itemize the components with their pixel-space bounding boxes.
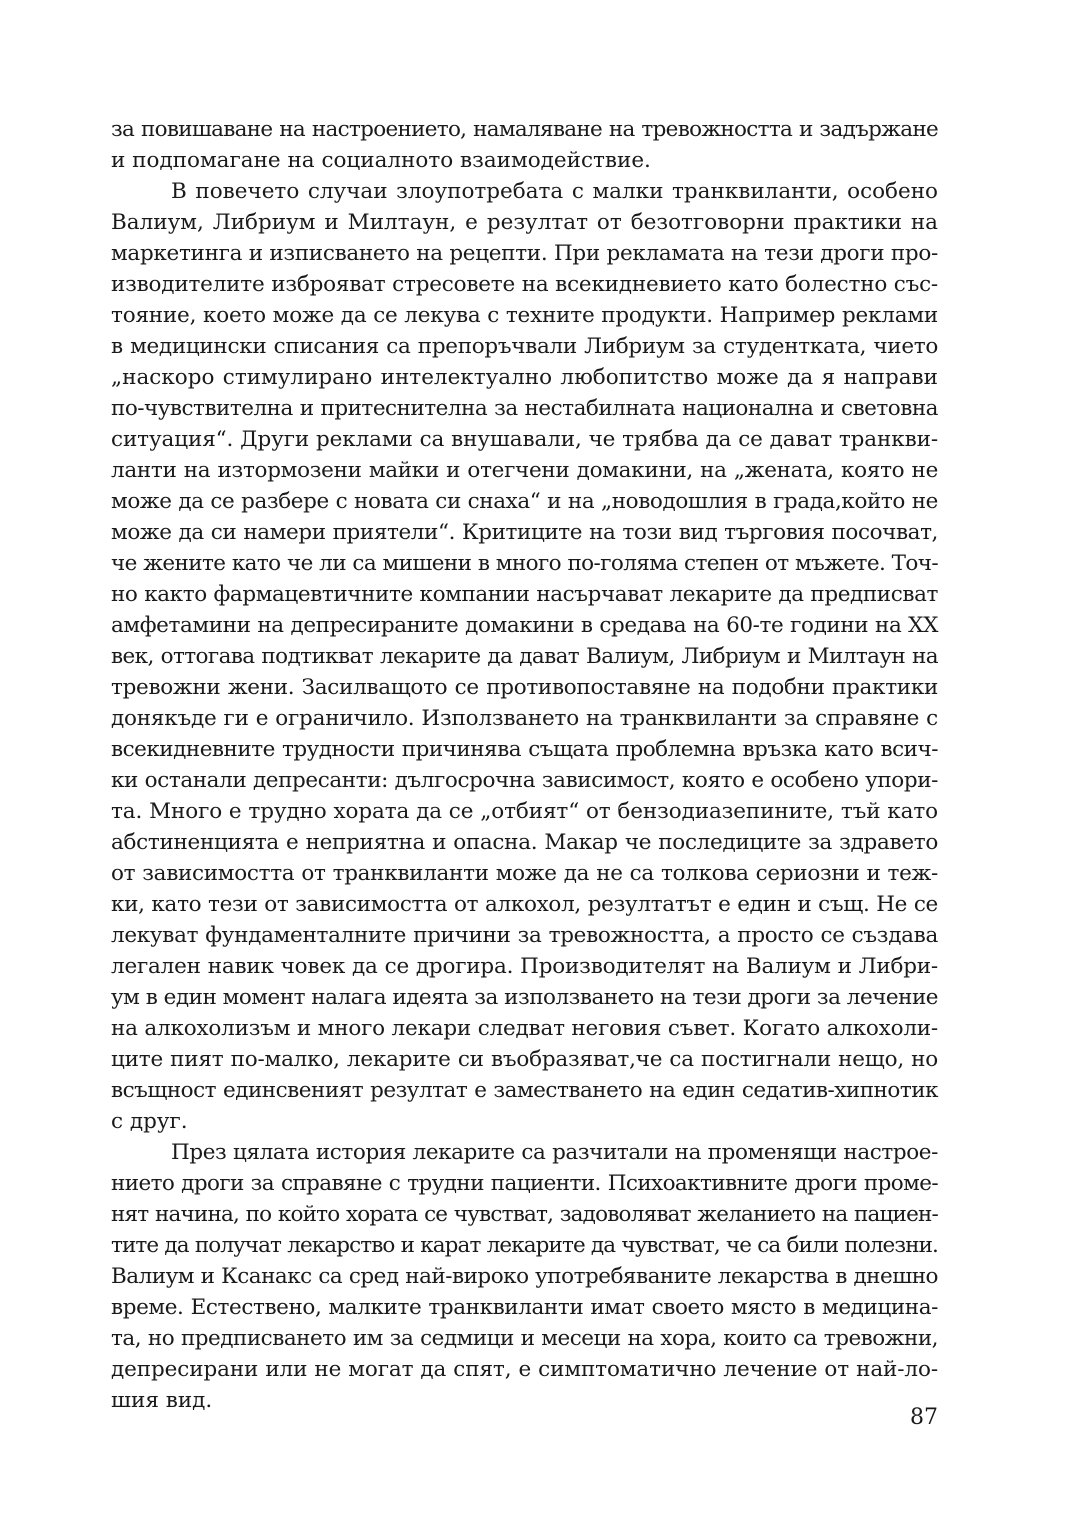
text-line: ланти на изтормозени майки и отегчени домакини, на „жената, която не bbox=[111, 458, 938, 483]
text-line: изводителите изброяват стресовете на всекидневието като болестно със- bbox=[111, 272, 938, 297]
text-line: нието дроги за справяне с трудни пациенти. Психоактивните дроги проме- bbox=[111, 1171, 938, 1196]
text-line: тите да получат лекарство и карат лекарите да чувстват, че са били полезни. bbox=[111, 1233, 938, 1258]
text-line: всъщност единсвеният резултат е заместването на един седатив-хипнотик bbox=[111, 1078, 938, 1103]
page-number: 87 bbox=[910, 1405, 938, 1430]
text-line: за повишаване на настроението, намаляване на тревожността и задържане bbox=[111, 117, 938, 142]
text-line: век, оттогава подтикват лекарите да дават Валиум, Либриум и Милтаун на bbox=[111, 644, 938, 669]
text-line: „наскоро стимулирано интелектуално любопитство може да я направи bbox=[111, 365, 938, 390]
text-line: лекуват фундаменталните причини за тревожността, а просто се създава bbox=[111, 923, 938, 948]
text-line: тревожни жени. Засилващото се противопоставяне на подобни практики bbox=[111, 675, 938, 700]
text-line: Валиум, Либриум и Милтаун, е резултат от безотговорни практики на bbox=[111, 210, 938, 235]
text-line: тояние, което може да се лекува с техните продукти. Например реклами bbox=[111, 303, 938, 328]
text-line: всекидневните трудности причинява същата проблемна връзка като всич- bbox=[111, 737, 938, 762]
text-line: ците пият по-малко, лекарите си въобразяват,че са постигнали нещо, но bbox=[111, 1047, 938, 1072]
text-line: маркетинга и изписването на рецепти. При рекламата на тези дроги про- bbox=[111, 241, 938, 266]
text-line: но както фармацевтичните компании насърчават лекарите да предписват bbox=[111, 582, 938, 607]
text-line: шия вид. bbox=[111, 1388, 213, 1413]
text-line: амфетамини на депресираните домакини в средава на 60-те години на XX bbox=[111, 613, 938, 638]
text-line: ки, като тези от зависимостта от алкохол, резултатът е един и същ. Не се bbox=[111, 892, 938, 917]
text-line: та. Много е трудно хората да се „отбият“ от бензодиазепините, тъй като bbox=[111, 799, 938, 824]
text-line: по-чувствителна и притеснителна за нестабилната национална и световна bbox=[111, 396, 938, 421]
text-line: може да си намери приятели“. Критиците на този вид търговия посочват, bbox=[111, 520, 938, 545]
text-line: абстиненцията е неприятна и опасна. Макар че последиците за здравето bbox=[111, 830, 938, 855]
text-line: ум в един момент налага идеята за използването на тези дроги за лечение bbox=[111, 985, 938, 1010]
text-line: Валиум и Ксанакс са сред най-вироко употребяваните лекарства в днешно bbox=[111, 1264, 938, 1289]
text-line: от зависимостта от транквиланти може да не са толкова сериозни и теж- bbox=[111, 861, 938, 886]
text-line: легален навик човек да се дрогира. Производителят на Валиум и Либри- bbox=[111, 954, 938, 979]
text-line: може да се разбере с новата си снаха“ и на „новодошлия в града,който не bbox=[111, 489, 938, 514]
text-line: В повечето случаи злоупотребата с малки транквиланти, особено bbox=[171, 179, 938, 204]
text-line: с друг. bbox=[111, 1109, 188, 1134]
text-line: че жените като че ли са мишени в много по-голяма степен от мъжете. Точ- bbox=[111, 551, 938, 576]
text-line: на алкохолизъм и много лекари следват неговия съвет. Когато алкохоли- bbox=[111, 1016, 938, 1041]
text-line: ки останали депресанти: дългосрочна зависимост, която е особено упори- bbox=[111, 768, 938, 793]
text-line: в медицински списания са препоръчвали Либриум за студентката, чието bbox=[111, 334, 938, 359]
text-line: та, но предписването им за седмици и месеци на хора, които са тревожни, bbox=[111, 1326, 938, 1351]
text-line: и подпомагане на социалното взаимодействие. bbox=[111, 148, 651, 173]
text-line: депресирани или не могат да спят, е симптоматично лечение от най-ло- bbox=[111, 1357, 938, 1382]
text-line: време. Естествено, малките транквиланти имат своето място в медицина- bbox=[111, 1295, 938, 1320]
paragraph-3 bbox=[111, 1137, 938, 1416]
paragraph-1 bbox=[111, 114, 938, 176]
text-line: донякъде ги е ограничило. Използването на транквиланти за справяне с bbox=[111, 706, 938, 731]
text-line: нят начина, по който хората се чувстват, задоволяват желанието на пациен- bbox=[111, 1202, 938, 1227]
paragraph-2 bbox=[111, 176, 938, 1137]
body-text bbox=[111, 114, 938, 1416]
text-line: През цялата история лекарите са разчитали на променящи настрое- bbox=[171, 1140, 938, 1165]
text-line: ситуация“. Други реклами са внушавали, че трябва да се дават транкви- bbox=[111, 427, 938, 452]
